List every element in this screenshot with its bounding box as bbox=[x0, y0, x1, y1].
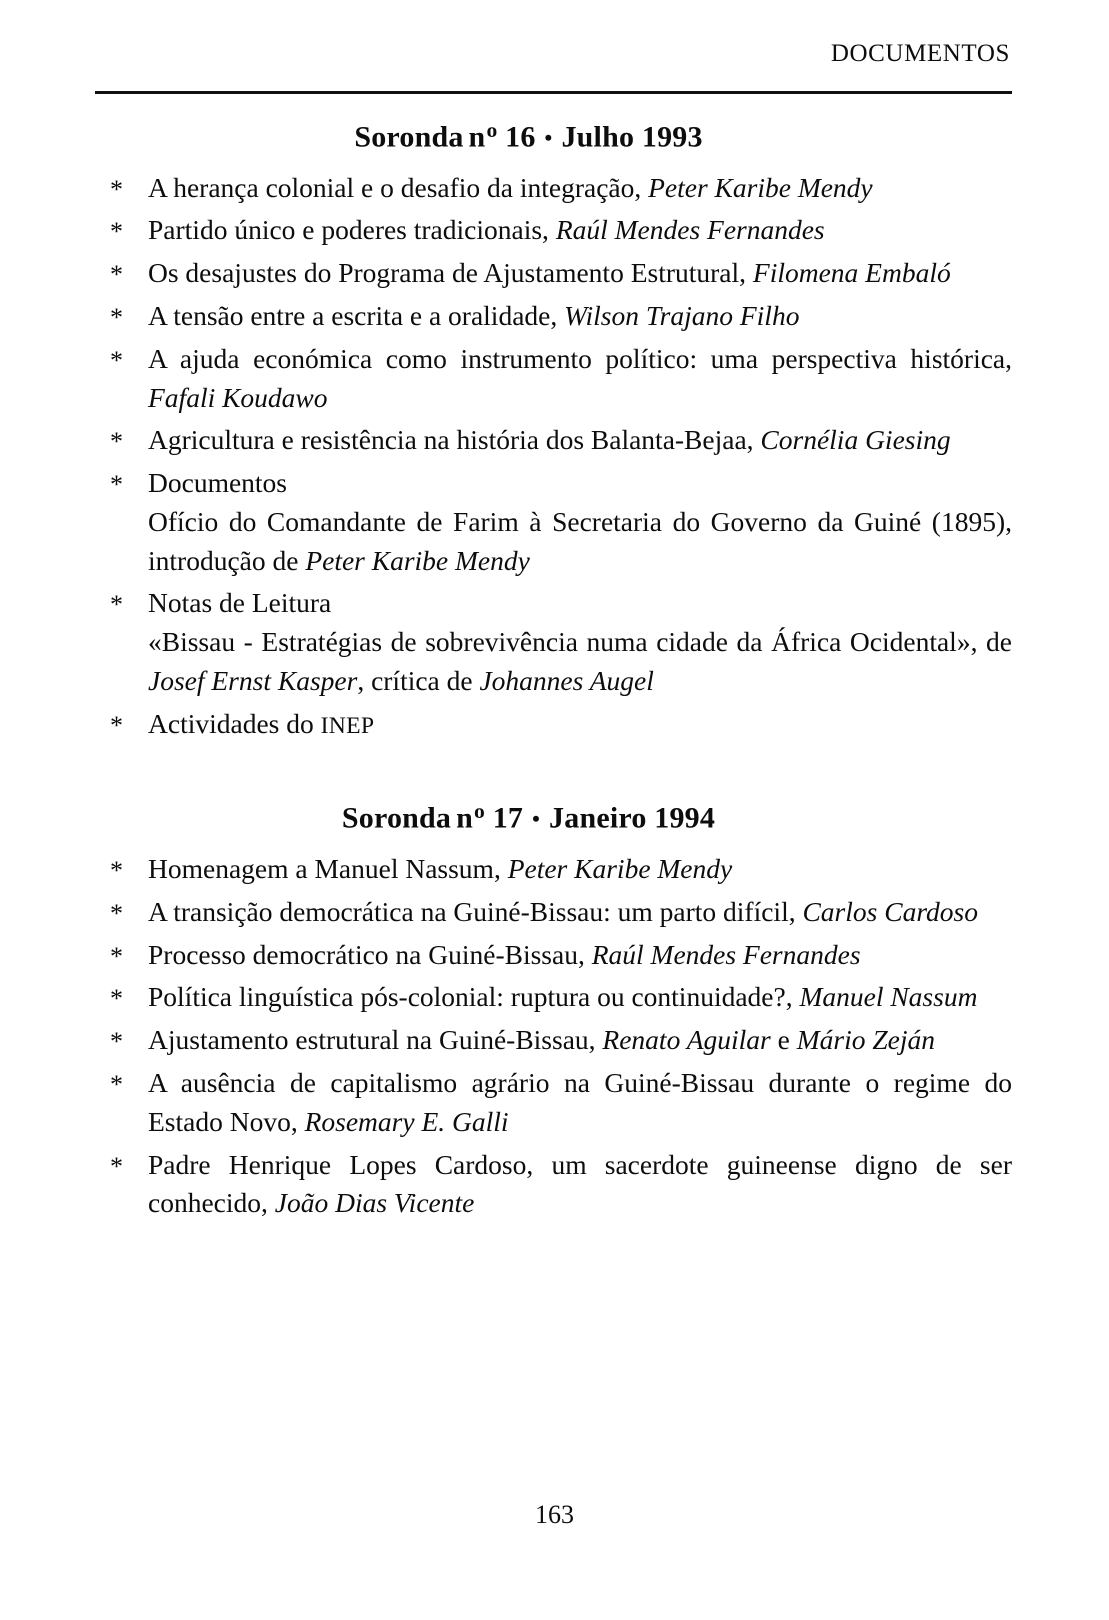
journal-name: Soronda bbox=[354, 120, 464, 154]
list-item bbox=[95, 464, 1012, 580]
entry-title: Documentos bbox=[148, 467, 288, 499]
list-item bbox=[95, 340, 1012, 418]
bullet-marker: * bbox=[110, 1027, 123, 1057]
entry-author: Manuel Nassum bbox=[799, 981, 978, 1013]
entry-list-16 bbox=[95, 169, 1012, 744]
entry-author: Rosemary E. Galli bbox=[304, 1105, 509, 1137]
entry-author: Raúl Mendes Fernandes bbox=[591, 938, 861, 970]
bullet-marker: * bbox=[110, 941, 123, 971]
ordinal-indicator: o bbox=[486, 118, 498, 142]
entry-author: João Dias Vicente bbox=[274, 1187, 475, 1219]
entry-title: Partido único e poderes tradicionais, bbox=[148, 214, 556, 246]
entry-title: Padre Henrique Lopes Cardoso, um sacerdote guineense digno de ser conhecido, bbox=[148, 1148, 1012, 1219]
entry-title: Política linguística pós-colonial: ruptura ou continuidade?, bbox=[148, 981, 800, 1013]
bullet-marker: * bbox=[110, 710, 123, 740]
issue-heading-16 bbox=[95, 118, 1012, 155]
entry-title: Ajustamento estrutural na Guiné-Bissau, bbox=[148, 1024, 603, 1056]
entry-conjunction: e bbox=[770, 1024, 797, 1056]
list-item bbox=[95, 1064, 1012, 1142]
bullet-marker: * bbox=[110, 590, 123, 620]
page-number: 163 bbox=[535, 1500, 574, 1529]
organization-acronym: INEP bbox=[320, 712, 375, 739]
entry-title: A ausência de capitalismo agrário na Guiné-Bissau durante o regime do Estado Novo, bbox=[148, 1066, 1012, 1137]
entry-title: Actividades do bbox=[148, 707, 321, 739]
list-item bbox=[95, 705, 1012, 744]
entry-author: Filomena Embaló bbox=[752, 257, 951, 289]
subline-author-secondary: Johannes Augel bbox=[479, 664, 654, 696]
entry-title: Processo democrático na Guiné-Bissau, bbox=[148, 938, 592, 970]
subline-author: Josef Ernst Kasper bbox=[148, 664, 358, 696]
bullet-marker: * bbox=[110, 856, 123, 886]
bullet-marker: * bbox=[110, 470, 123, 500]
bullet-marker: * bbox=[110, 217, 123, 247]
issue-year: 1994 bbox=[654, 802, 716, 836]
entry-author-secondary: Mário Zeján bbox=[796, 1024, 935, 1056]
list-item bbox=[95, 1146, 1012, 1224]
entry-author: Carlos Cardoso bbox=[802, 895, 978, 927]
number-label: n bbox=[468, 120, 486, 154]
entry-title: A herança colonial e o desafio da integração, bbox=[148, 171, 649, 203]
entry-author: Cornélia Giesing bbox=[760, 424, 951, 456]
bullet-marker: * bbox=[110, 174, 123, 204]
bullet-marker: * bbox=[110, 984, 123, 1014]
issue-number: 16 bbox=[505, 120, 536, 154]
ordinal-indicator: o bbox=[474, 799, 486, 824]
list-item bbox=[95, 297, 1012, 336]
list-item bbox=[95, 893, 1012, 932]
heading-separator: • bbox=[544, 124, 553, 150]
subline-connector: , crítica de bbox=[357, 664, 480, 696]
list-item bbox=[95, 978, 1012, 1017]
heading-separator: • bbox=[532, 806, 541, 832]
entry-author: Peter Karibe Mendy bbox=[648, 171, 873, 203]
bullet-marker: * bbox=[110, 345, 123, 375]
list-item bbox=[95, 936, 1012, 975]
list-item bbox=[95, 254, 1012, 293]
list-item bbox=[95, 850, 1012, 889]
page-content bbox=[95, 118, 1012, 1227]
subline-text: Ofício do Comandante de Farim à Secretaria do Governo da Guiné (1895), introdução de bbox=[148, 505, 1012, 576]
journal-name: Soronda bbox=[341, 802, 452, 836]
list-item bbox=[95, 211, 1012, 250]
number-label: n bbox=[456, 802, 474, 836]
bullet-marker: * bbox=[110, 427, 123, 457]
list-item bbox=[95, 584, 1012, 700]
running-head: DOCUMENTOS bbox=[830, 40, 1010, 67]
list-item bbox=[95, 169, 1012, 208]
header-rule bbox=[95, 91, 1012, 94]
bullet-marker: * bbox=[110, 303, 123, 333]
issue-month: Janeiro bbox=[549, 802, 647, 836]
list-item bbox=[95, 1021, 1012, 1060]
entry-title: Homenagem a Manuel Nassum, bbox=[148, 853, 508, 885]
entry-subline bbox=[148, 503, 1012, 581]
entry-author: Peter Karibe Mendy bbox=[507, 853, 733, 885]
entry-title: A transição democrática na Guiné-Bissau: um parto difícil, bbox=[148, 895, 803, 927]
entry-author: Raúl Mendes Fernandes bbox=[555, 214, 825, 246]
issue-month: Julho bbox=[561, 120, 635, 154]
entry-title: A ajuda económica como instrumento político: uma perspectiva histórica, bbox=[148, 342, 1012, 374]
entry-subline bbox=[148, 623, 1012, 701]
subline-author: Peter Karibe Mendy bbox=[305, 544, 530, 576]
list-item bbox=[95, 421, 1012, 460]
entry-title: A tensão entre a escrita e a oralidade, bbox=[148, 300, 565, 332]
entry-author: Fafali Koudawo bbox=[148, 381, 328, 413]
issue-number: 17 bbox=[492, 802, 524, 836]
entry-list-17 bbox=[95, 850, 1012, 1223]
issue-heading-17 bbox=[95, 799, 1012, 836]
bullet-marker: * bbox=[110, 1069, 123, 1099]
entry-author: Renato Aguilar bbox=[602, 1024, 771, 1056]
bullet-marker: * bbox=[110, 898, 123, 928]
issue-year: 1993 bbox=[641, 120, 703, 154]
subline-text: «Bissau - Estratégias de sobrevivência numa cidade da África Ocidental», de bbox=[148, 626, 1012, 658]
entry-title: Notas de Leitura bbox=[148, 587, 332, 619]
bullet-marker: * bbox=[110, 260, 123, 290]
entry-author: Wilson Trajano Filho bbox=[564, 300, 800, 332]
entry-title: Os desajustes do Programa de Ajustamento Estrutural, bbox=[148, 257, 753, 289]
bullet-marker: * bbox=[110, 1151, 123, 1181]
entry-title: Agricultura e resistência na história dos Balanta-Bejaa, bbox=[148, 424, 761, 456]
